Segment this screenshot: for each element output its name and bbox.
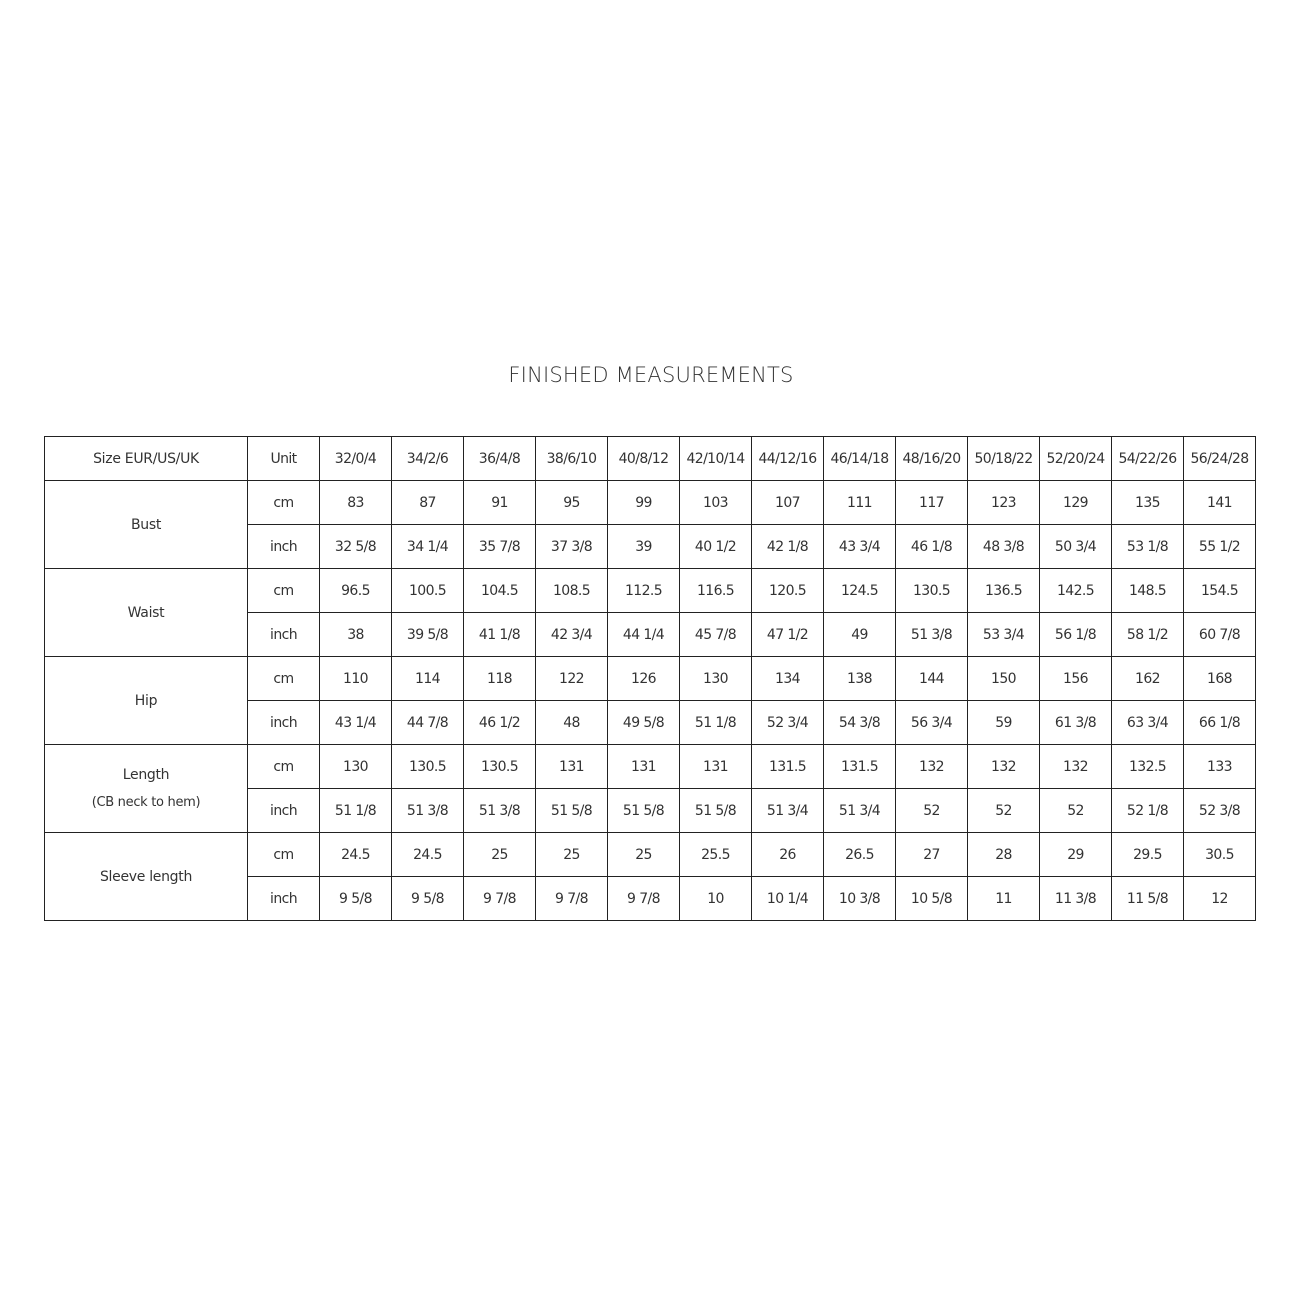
measurement-label <box>45 745 248 833</box>
value-cell: 168 <box>1184 657 1256 701</box>
unit-cell: inch <box>248 877 320 921</box>
size-header: 40/8/12 <box>608 437 680 481</box>
size-header: 38/6/10 <box>536 437 608 481</box>
value-cell: 25.5 <box>680 833 752 877</box>
value-cell: 11 <box>968 877 1040 921</box>
value-cell: 59 <box>968 701 1040 745</box>
size-header: 54/22/26 <box>1112 437 1184 481</box>
value-cell: 9 5/8 <box>320 877 392 921</box>
value-cell: 99 <box>608 481 680 525</box>
page-title: FINISHED MEASUREMENTS <box>508 363 794 387</box>
value-cell: 10 5/8 <box>896 877 968 921</box>
value-cell: 122 <box>536 657 608 701</box>
value-cell: 123 <box>968 481 1040 525</box>
value-cell: 131.5 <box>824 745 896 789</box>
value-cell: 24.5 <box>320 833 392 877</box>
size-header: 48/16/20 <box>896 437 968 481</box>
value-cell: 118 <box>464 657 536 701</box>
value-cell: 52 1/8 <box>1112 789 1184 833</box>
value-cell: 116.5 <box>680 569 752 613</box>
size-header: 36/4/8 <box>464 437 536 481</box>
value-cell: 117 <box>896 481 968 525</box>
size-header: 42/10/14 <box>680 437 752 481</box>
value-cell: 52 3/8 <box>1184 789 1256 833</box>
value-cell: 49 <box>824 613 896 657</box>
value-cell: 95 <box>536 481 608 525</box>
value-cell: 11 5/8 <box>1112 877 1184 921</box>
value-cell: 51 3/4 <box>752 789 824 833</box>
size-header: 56/24/28 <box>1184 437 1256 481</box>
value-cell: 91 <box>464 481 536 525</box>
value-cell: 103 <box>680 481 752 525</box>
value-cell: 9 7/8 <box>608 877 680 921</box>
measurement-label <box>45 657 248 745</box>
size-header: 52/20/24 <box>1040 437 1112 481</box>
value-cell: 41 1/8 <box>464 613 536 657</box>
value-cell: 144 <box>896 657 968 701</box>
corner-label: Size EUR/US/UK <box>45 437 248 481</box>
value-cell: 51 3/8 <box>464 789 536 833</box>
measurement-label <box>45 833 248 921</box>
value-cell: 51 5/8 <box>536 789 608 833</box>
value-cell: 12 <box>1184 877 1256 921</box>
value-cell: 107 <box>752 481 824 525</box>
value-cell: 30.5 <box>1184 833 1256 877</box>
value-cell: 130 <box>680 657 752 701</box>
value-cell: 58 1/2 <box>1112 613 1184 657</box>
value-cell: 46 1/8 <box>896 525 968 569</box>
unit-cell: cm <box>248 481 320 525</box>
value-cell: 52 <box>1040 789 1112 833</box>
value-cell: 141 <box>1184 481 1256 525</box>
value-cell: 132 <box>896 745 968 789</box>
value-cell: 130.5 <box>896 569 968 613</box>
value-cell: 11 3/8 <box>1040 877 1112 921</box>
table-row <box>45 481 1256 525</box>
value-cell: 39 <box>608 525 680 569</box>
value-cell: 10 <box>680 877 752 921</box>
value-cell: 35 7/8 <box>464 525 536 569</box>
value-cell: 148.5 <box>1112 569 1184 613</box>
value-cell: 162 <box>1112 657 1184 701</box>
value-cell: 29 <box>1040 833 1112 877</box>
measurement-label <box>45 481 248 569</box>
value-cell: 132 <box>968 745 1040 789</box>
value-cell: 96.5 <box>320 569 392 613</box>
value-cell: 39 5/8 <box>392 613 464 657</box>
value-cell: 10 1/4 <box>752 877 824 921</box>
value-cell: 26 <box>752 833 824 877</box>
measurement-name: Bust <box>130 516 162 533</box>
value-cell: 50 3/4 <box>1040 525 1112 569</box>
value-cell: 114 <box>392 657 464 701</box>
value-cell: 124.5 <box>824 569 896 613</box>
value-cell: 49 5/8 <box>608 701 680 745</box>
size-header: 34/2/6 <box>392 437 464 481</box>
value-cell: 48 <box>536 701 608 745</box>
value-cell: 134 <box>752 657 824 701</box>
value-cell: 132 <box>1040 745 1112 789</box>
value-cell: 43 1/4 <box>320 701 392 745</box>
value-cell: 24.5 <box>392 833 464 877</box>
value-cell: 150 <box>968 657 1040 701</box>
value-cell: 29.5 <box>1112 833 1184 877</box>
value-cell: 51 1/8 <box>680 701 752 745</box>
measurement-name: Length <box>122 767 170 783</box>
value-cell: 26.5 <box>824 833 896 877</box>
value-cell: 66 1/8 <box>1184 701 1256 745</box>
value-cell: 46 1/2 <box>464 701 536 745</box>
value-cell: 27 <box>896 833 968 877</box>
value-cell: 132.5 <box>1112 745 1184 789</box>
value-cell: 130.5 <box>464 745 536 789</box>
value-cell: 131 <box>680 745 752 789</box>
value-cell: 131 <box>536 745 608 789</box>
value-cell: 53 1/8 <box>1112 525 1184 569</box>
value-cell: 138 <box>824 657 896 701</box>
table-row <box>45 745 1256 789</box>
value-cell: 51 3/4 <box>824 789 896 833</box>
value-cell: 9 7/8 <box>464 877 536 921</box>
value-cell: 60 7/8 <box>1184 613 1256 657</box>
unit-cell: inch <box>248 701 320 745</box>
value-cell: 52 3/4 <box>752 701 824 745</box>
value-cell: 104.5 <box>464 569 536 613</box>
value-cell: 142.5 <box>1040 569 1112 613</box>
table-row <box>45 833 1256 877</box>
value-cell: 51 3/8 <box>896 613 968 657</box>
measurement-name: Waist <box>127 604 165 621</box>
value-cell: 51 5/8 <box>680 789 752 833</box>
measurement-name: Hip <box>134 692 158 709</box>
value-cell: 25 <box>464 833 536 877</box>
value-cell: 61 3/8 <box>1040 701 1112 745</box>
value-cell: 136.5 <box>968 569 1040 613</box>
value-cell: 51 3/8 <box>392 789 464 833</box>
value-cell: 131 <box>608 745 680 789</box>
value-cell: 32 5/8 <box>320 525 392 569</box>
value-cell: 63 3/4 <box>1112 701 1184 745</box>
measurement-name: Sleeve length <box>99 868 193 885</box>
value-cell: 56 3/4 <box>896 701 968 745</box>
value-cell: 87 <box>392 481 464 525</box>
value-cell: 130 <box>320 745 392 789</box>
size-header: 50/18/22 <box>968 437 1040 481</box>
value-cell: 48 3/8 <box>968 525 1040 569</box>
value-cell: 9 5/8 <box>392 877 464 921</box>
value-cell: 112.5 <box>608 569 680 613</box>
unit-cell: inch <box>248 613 320 657</box>
value-cell: 28 <box>968 833 1040 877</box>
value-cell: 56 1/8 <box>1040 613 1112 657</box>
value-cell: 25 <box>536 833 608 877</box>
table-row <box>45 657 1256 701</box>
value-cell: 42 1/8 <box>752 525 824 569</box>
unit-header: Unit <box>248 437 320 481</box>
unit-cell: cm <box>248 657 320 701</box>
value-cell: 37 3/8 <box>536 525 608 569</box>
value-cell: 43 3/4 <box>824 525 896 569</box>
table-body <box>45 437 1256 921</box>
value-cell: 51 1/8 <box>320 789 392 833</box>
header-row <box>45 437 1256 481</box>
value-cell: 45 7/8 <box>680 613 752 657</box>
value-cell: 100.5 <box>392 569 464 613</box>
value-cell: 126 <box>608 657 680 701</box>
value-cell: 108.5 <box>536 569 608 613</box>
value-cell: 53 3/4 <box>968 613 1040 657</box>
unit-cell: cm <box>248 569 320 613</box>
value-cell: 111 <box>824 481 896 525</box>
value-cell: 25 <box>608 833 680 877</box>
value-cell: 52 <box>968 789 1040 833</box>
value-cell: 44 1/4 <box>608 613 680 657</box>
measurement-sublabel: (CB neck to hem) <box>91 795 201 810</box>
value-cell: 135 <box>1112 481 1184 525</box>
value-cell: 38 <box>320 613 392 657</box>
value-cell: 34 1/4 <box>392 525 464 569</box>
table-row <box>45 569 1256 613</box>
value-cell: 131.5 <box>752 745 824 789</box>
value-cell: 44 7/8 <box>392 701 464 745</box>
unit-cell: inch <box>248 789 320 833</box>
value-cell: 133 <box>1184 745 1256 789</box>
value-cell: 156 <box>1040 657 1112 701</box>
measurements-table <box>44 436 1256 921</box>
unit-cell: cm <box>248 745 320 789</box>
value-cell: 9 7/8 <box>536 877 608 921</box>
value-cell: 52 <box>896 789 968 833</box>
value-cell: 42 3/4 <box>536 613 608 657</box>
size-header: 32/0/4 <box>320 437 392 481</box>
size-header: 46/14/18 <box>824 437 896 481</box>
unit-cell: inch <box>248 525 320 569</box>
size-header: 44/12/16 <box>752 437 824 481</box>
value-cell: 120.5 <box>752 569 824 613</box>
value-cell: 129 <box>1040 481 1112 525</box>
unit-cell: cm <box>248 833 320 877</box>
value-cell: 40 1/2 <box>680 525 752 569</box>
value-cell: 51 5/8 <box>608 789 680 833</box>
value-cell: 55 1/2 <box>1184 525 1256 569</box>
measurement-label <box>45 569 248 657</box>
value-cell: 130.5 <box>392 745 464 789</box>
value-cell: 110 <box>320 657 392 701</box>
value-cell: 54 3/8 <box>824 701 896 745</box>
value-cell: 83 <box>320 481 392 525</box>
value-cell: 47 1/2 <box>752 613 824 657</box>
value-cell: 154.5 <box>1184 569 1256 613</box>
value-cell: 10 3/8 <box>824 877 896 921</box>
